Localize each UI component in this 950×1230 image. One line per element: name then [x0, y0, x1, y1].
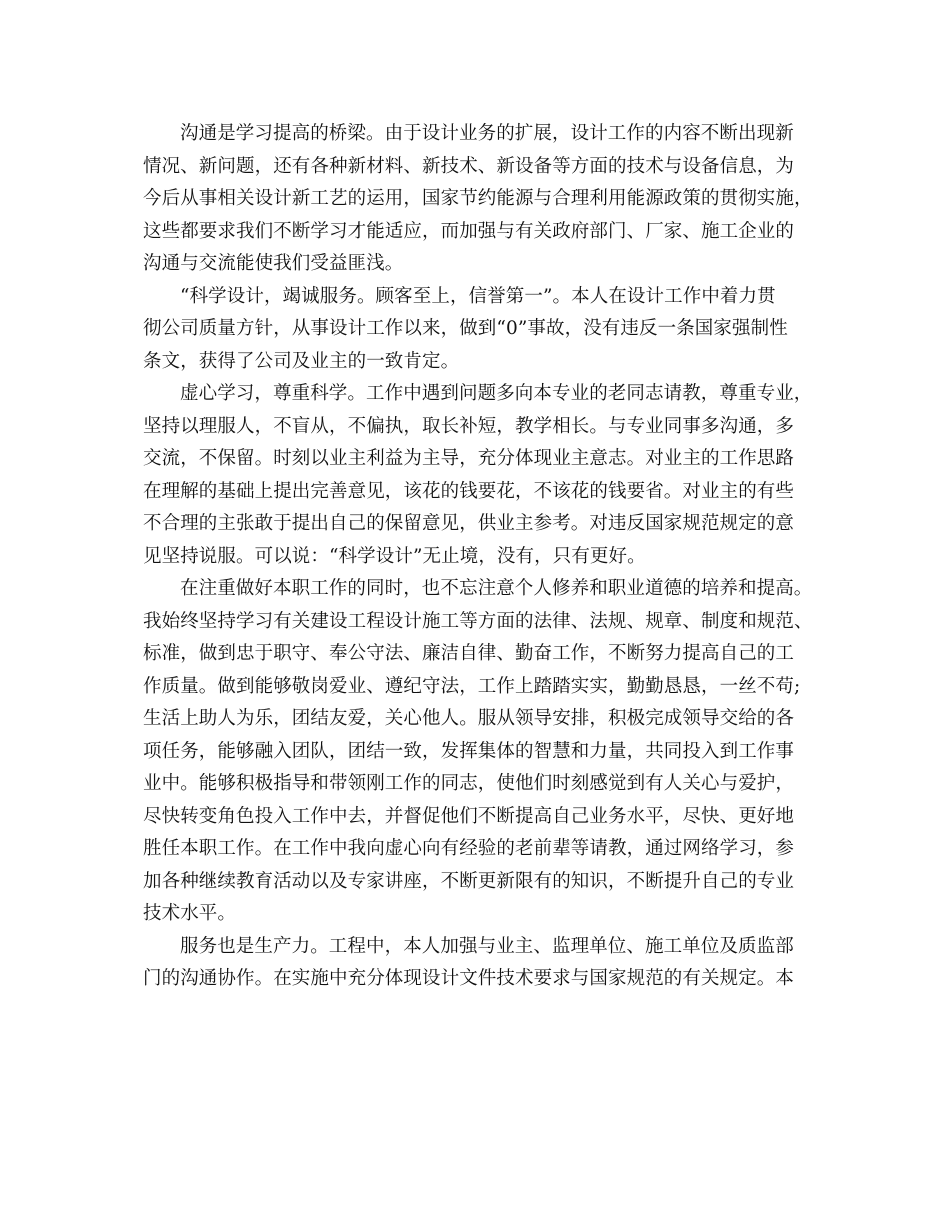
text-line: 虚心学习，尊重科学。工作中遇到问题多向本专业的老同志请教，尊重专业， [180, 383, 813, 404]
text-line: 技术水平。 [143, 903, 237, 924]
paragraph-learning [143, 378, 811, 573]
text-line: 在注重做好本职工作的同时，也不忘注意个人修养和职业道德的培养和提高。 [180, 578, 813, 599]
text-line: 门的沟通协作。在实施中充分体现设计文件技术要求与国家规范的有关规定。本 [143, 968, 795, 989]
text-line: 情况、新问题，还有各种新材料、新技术、新设备等方面的技术与设备信息，为 [143, 155, 795, 177]
text-line: 坚持以理服人，不盲从，不偏执，取长补短，教学相长。与专业同事多沟通，多 [143, 415, 795, 437]
text-line: 见坚持说服。可以说：“科学设计”无止境，没有，只有更好。 [143, 545, 646, 567]
text-line: 加各种继续教育活动以及专家讲座，不断更新限有的知识，不断提升自己的专业 [143, 870, 795, 892]
text-line: 我始终坚持学习有关建设工程设计施工等方面的法律、法规、规章、制度和规范、 [143, 610, 813, 632]
text-line: 业中。能够积极指导和带领刚工作的同志，使他们时刻感觉到有人关心与爱护， [143, 773, 795, 794]
text-line: 交流，不保留。时刻以业主利益为主导，充分体现业主意志。对业主的工作思路 [143, 448, 795, 469]
document-page [143, 118, 811, 996]
text-line: 生活上助人为乐，团结友爱，关心他人。服从领导安排，积极完成领导交给的各 [143, 708, 795, 729]
text-line: 作质量。做到能够敬岗爱业、遵纪守法，工作上踏踏实实，勤勤恳恳，一丝不苟; [143, 675, 801, 697]
paragraph-quality-policy [143, 281, 811, 379]
paragraph-service [143, 931, 811, 996]
text-line: “科学设计，竭诚服务。顾客至上，信誉第一”。本人在设计工作中着力贯 [180, 285, 776, 307]
text-line: 标准，做到忠于职守、奉公守法、廉洁自律、勤奋工作，不断努力提高自己的工 [143, 643, 795, 664]
text-line: 项任务，能够融入团队，团结一致，发挥集体的智慧和力量，共同投入到工作事 [143, 740, 795, 762]
text-line: 条文，获得了公司及业主的一致肯定。 [143, 350, 460, 372]
text-line: 沟通是学习提高的桥梁。由于设计业务的扩展，设计工作的内容不断出现新 [180, 123, 794, 144]
paragraph-communication [143, 118, 811, 281]
text-line: 服务也是生产力。工程中，本人加强与业主、监理单位、施工单位及质监部 [180, 935, 794, 957]
text-line: 不合理的主张敢于提出自己的保留意见，供业主参考。对违反国家规范规定的意 [143, 513, 795, 534]
text-line: 沟通与交流能使我们受益匪浅。 [143, 253, 404, 274]
paragraph-professional-ethics [143, 573, 811, 931]
text-line: 这些都要求我们不断学习才能适应，而加强与有关政府部门、厂家、施工企业的 [143, 220, 795, 242]
text-line: 在理解的基础上提出完善意见，该花的钱要花，不该花的钱要省。对业主的有些 [143, 480, 795, 502]
text-line: 今后从事相关设计新工艺的运用，国家节约能源与合理利用能源政策的贯彻实施， [143, 188, 813, 209]
text-line: 尽快转变角色投入工作中去，并督促他们不断提高自己业务水平，尽快、更好地 [143, 805, 795, 827]
text-line: 胜任本职工作。在工作中我向虚心向有经验的老前辈等请教，通过网络学习，参 [143, 838, 795, 859]
text-line: 彻公司质量方针，从事设计工作以来，做到“0”事故，没有违反一条国家强制性 [143, 318, 788, 339]
